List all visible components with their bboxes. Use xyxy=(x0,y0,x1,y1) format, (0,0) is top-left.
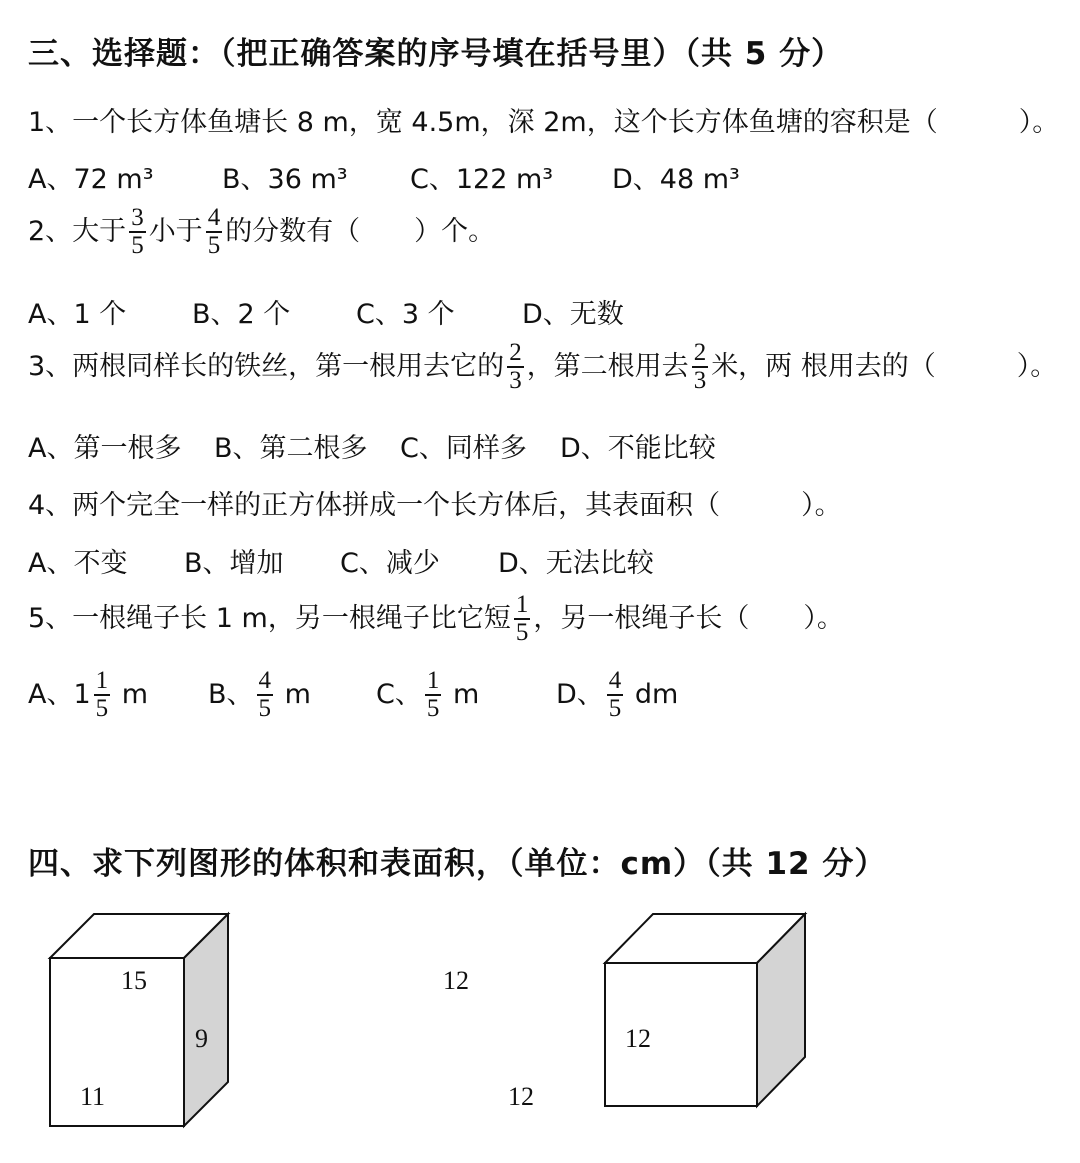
q3-frac1-den: 3 xyxy=(509,367,522,395)
q2-frac1-num: 3 xyxy=(129,205,146,233)
cuboid-length-label: 15 xyxy=(121,966,147,995)
q2-option-d: D、无数 xyxy=(522,299,624,330)
q5-option-a-den: 5 xyxy=(95,695,109,723)
q5-option-a-prefix: A、1 xyxy=(28,678,91,710)
q2-option-a: A、1 个 xyxy=(28,299,127,330)
q5-option-c-prefix: C、 xyxy=(376,678,422,710)
q5-option-c-den: 5 xyxy=(426,695,440,723)
cube-top-label: 12 xyxy=(443,966,469,995)
q1-option-d: D、48 m³ xyxy=(612,164,740,195)
q2-option-c: C、3 个 xyxy=(356,299,455,330)
cuboid-figure xyxy=(50,914,228,1126)
q1-option-c: C、122 m³ xyxy=(410,164,554,195)
q5-option-b-den: 5 xyxy=(258,695,272,723)
q5-option-d-unit: dm xyxy=(634,678,679,710)
q5-post: ，另一根绳子长（ ）。 xyxy=(533,602,844,634)
cuboid-height-label: 9 xyxy=(195,1024,208,1053)
q3-frac2-den: 3 xyxy=(693,367,707,395)
q2-frac2-num: 4 xyxy=(206,205,223,233)
q5-option-d-num: 4 xyxy=(607,668,624,696)
q5-option-a-num: 1 xyxy=(94,668,111,696)
q5-frac-den: 5 xyxy=(515,619,529,647)
section3-title: 三、选择题：（把正确答案的序号填在括号里）（共 5 分） xyxy=(28,36,844,72)
q4-option-a: A、不变 xyxy=(28,548,128,579)
cube-front-label: 12 xyxy=(625,1024,651,1053)
q3-frac1-num: 2 xyxy=(507,340,524,368)
q3-option-d: D、不能比较 xyxy=(560,433,716,464)
q5-option-b-prefix: B、 xyxy=(208,678,254,710)
cube-bottom-label: 12 xyxy=(508,1082,534,1111)
cuboid-front-face xyxy=(50,958,184,1126)
section4-title: 四、求下列图形的体积和表面积，（单位：cm）（共 12 分） xyxy=(28,846,887,882)
q3-frac2-num: 2 xyxy=(692,340,709,368)
q1-option-b: B、36 m³ xyxy=(222,164,348,195)
question-4-text: 4、两个完全一样的正方体拼成一个长方体后，其表面积（ ）。 xyxy=(28,490,842,521)
q1-option-a: A、72 m³ xyxy=(28,164,154,195)
q4-option-d: D、无法比较 xyxy=(498,548,654,579)
question-1-text: 1、一个长方体鱼塘长 8 m，宽 4.5m，深 2m，这个长方体鱼塘的容积是（ ）。 xyxy=(28,107,1060,138)
q2-mid: 小于 xyxy=(148,215,203,247)
cube-figure xyxy=(605,914,805,1106)
q5-option-d-den: 5 xyxy=(608,695,622,723)
q3-post: 米，两 根用去的（ ）。 xyxy=(711,350,1058,382)
q4-option-c: C、减少 xyxy=(340,548,440,579)
q3-option-a: A、第一根多 xyxy=(28,433,182,464)
q4-option-b: B、增加 xyxy=(184,548,284,579)
q5-option-b-unit: m xyxy=(284,678,311,710)
q5-pre: 5、一根绳子长 1 m，另一根绳子比它短 xyxy=(28,602,511,634)
q3-mid: ，第二根用去 xyxy=(526,350,689,382)
q5-option-b-num: 4 xyxy=(257,668,274,696)
q2-pre: 2、大于 xyxy=(28,215,127,247)
q3-pre: 3、两根同样长的铁丝，第一根用去它的 xyxy=(28,350,505,382)
q3-option-c: C、同样多 xyxy=(400,433,527,464)
cuboid-width-label: 11 xyxy=(80,1082,106,1111)
q2-frac2-den: 5 xyxy=(207,232,221,260)
q2-option-b: B、2 个 xyxy=(192,299,291,330)
q5-option-a-unit: m xyxy=(121,678,149,710)
q2-post: 的分数有（ ）个。 xyxy=(225,215,496,247)
q3-option-b: B、第二根多 xyxy=(214,433,368,464)
q2-frac1-den: 5 xyxy=(131,232,144,260)
q5-option-c-num: 1 xyxy=(425,668,442,696)
q5-frac-num: 1 xyxy=(514,592,531,620)
q5-option-c-unit: m xyxy=(452,678,480,710)
q5-option-d-prefix: D、 xyxy=(556,678,604,710)
